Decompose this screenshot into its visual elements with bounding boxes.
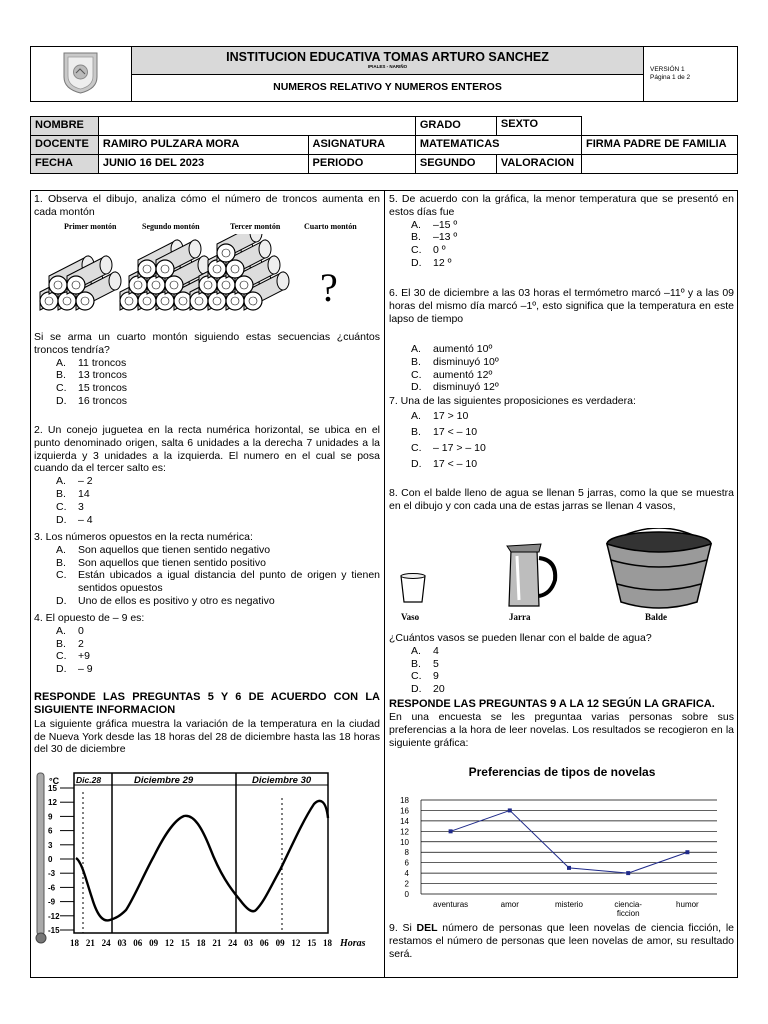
- chart-point-amor: [508, 808, 512, 812]
- chart-x-tick-label: humor: [676, 900, 699, 909]
- subject-title: NUMEROS RELATIVO Y NUMEROS ENTEROS: [132, 74, 644, 101]
- chart-y-tick-label: 12: [400, 827, 409, 837]
- chart-x-tick-label: amor: [500, 900, 519, 909]
- temp-x-tick-label: 12: [164, 938, 174, 948]
- temp-y-tick-label: -15: [48, 926, 60, 935]
- q3-option-c[interactable]: [34, 569, 380, 595]
- option-text: 4: [433, 644, 439, 657]
- q7-text: 7. Una de las siguientes proposiciones es verdadera:: [389, 395, 636, 407]
- option-text: 0 º: [433, 244, 446, 257]
- chart-title: Preferencias de tipos de novelas: [468, 765, 656, 779]
- pile-label-3: Tercer montón: [230, 222, 281, 231]
- q9-post: número de personas que leen novelas de ciencia ficción, le restamos el número de personas que leen novelas de amor, su resultado será.: [389, 922, 734, 960]
- option-text: 17 < – 10: [433, 457, 478, 470]
- option-letter: A.: [56, 475, 66, 488]
- q9-pre: 9. Si: [389, 922, 417, 934]
- option-letter: D.: [56, 594, 67, 607]
- temp-x-tick-label: 24: [228, 938, 238, 948]
- option-letter: D.: [56, 663, 67, 676]
- chart-x-tick-label: misterio: [554, 900, 584, 909]
- q4-option-b[interactable]: [34, 638, 380, 651]
- option-text: 20: [433, 683, 445, 696]
- option-text: 13 troncos: [78, 369, 128, 382]
- temp-x-tick-label: 24: [101, 938, 111, 948]
- option-text: aumentó 12º: [433, 368, 493, 381]
- option-text: Son aquellos que tienen sentido positivo: [78, 556, 266, 569]
- q4-option-d[interactable]: [34, 663, 380, 676]
- thermometer-tube: [37, 773, 44, 935]
- version-text: VERSIÓN 1: [650, 65, 685, 73]
- temp-x-tick-label: 03: [243, 938, 253, 948]
- option-text: 15 troncos: [78, 382, 128, 395]
- question-5: [389, 193, 734, 270]
- temp-x-tick-label: 06: [133, 938, 143, 948]
- day-label-1: Dic.28: [76, 775, 102, 785]
- pile-label-1: Primer montón: [64, 222, 117, 231]
- novel-preferences-chart: [389, 764, 734, 922]
- chart-y-tick-label: 8: [404, 848, 409, 858]
- chart-point-humor: [685, 850, 689, 854]
- version-cell: [644, 47, 738, 102]
- option-text: –15 º: [433, 218, 458, 231]
- q5-options: [389, 219, 734, 270]
- institution-name: INSTITUCION EDUCATIVA TOMAS ARTURO SANCHEZ: [226, 50, 549, 65]
- question-6-options: [389, 343, 734, 394]
- temp-x-tick-label: 21: [212, 938, 222, 948]
- option-letter: B.: [56, 487, 66, 500]
- firma-label: FIRMA PADRE DE FAMILIA: [581, 136, 737, 155]
- option-letter: B.: [56, 637, 66, 650]
- q1-option-d[interactable]: [34, 395, 380, 408]
- option-text: +9: [78, 650, 90, 663]
- option-letter: C.: [411, 670, 422, 683]
- pile-label-4: Cuarto montón: [304, 222, 357, 231]
- option-letter: C.: [56, 382, 67, 395]
- temp-x-tick-label: 06: [259, 938, 269, 948]
- chart-y-ticks: [400, 796, 409, 899]
- q8-option-a[interactable]: [389, 645, 734, 658]
- student-info-table: [30, 116, 738, 174]
- option-letter: D.: [411, 256, 422, 269]
- grado-label: GRADO: [415, 117, 496, 136]
- chart-y-tick-label: 16: [400, 806, 409, 816]
- option-text: –13 º: [433, 231, 458, 244]
- option-text: Están ubicados a igual distancia del punto de origen y tienen sentidos opuestos: [78, 569, 380, 595]
- day-label-3: Diciembre 30: [252, 775, 312, 786]
- section912-text: En una encuesta se les preguntaa varias personas sobre sus preferencias a la hora de leer novelas. Los resultados se recogieron en la siguiente gráfica:: [389, 711, 734, 749]
- pile-label-2: Segundo montón: [142, 222, 200, 231]
- q7-option-c[interactable]: [389, 440, 734, 456]
- option-letter: D.: [411, 381, 422, 394]
- grado-value: SEXTO: [496, 117, 581, 136]
- chart-y-tick-label: 0: [404, 890, 409, 899]
- question-1: [34, 193, 380, 219]
- nombre-field[interactable]: [98, 117, 415, 136]
- option-letter: B.: [411, 355, 421, 368]
- chart-point-aventuras: [449, 829, 453, 833]
- question-7: [389, 395, 734, 472]
- q4-option-a[interactable]: [34, 625, 380, 638]
- option-text: 17 > 10: [433, 409, 469, 422]
- question-8-ask: [389, 632, 734, 696]
- option-letter: B.: [411, 231, 421, 244]
- temp-y-tick-label: 6: [48, 826, 53, 836]
- option-letter: D.: [56, 513, 67, 526]
- option-letter: D.: [411, 683, 422, 696]
- label-jarra: Jarra: [509, 612, 531, 622]
- section56-text: La siguiente gráfica muestra la variación de la temperatura en la ciudad de Nueva York desde las 18 horas del 28 de diciembre hasta las 18 horas del 30 de diciembre: [34, 717, 380, 756]
- option-text: aumentó 10º: [433, 343, 493, 355]
- logs-illustration: [34, 222, 380, 317]
- option-letter: B.: [411, 425, 421, 438]
- q7-option-a[interactable]: [389, 408, 734, 424]
- option-letter: A.: [411, 343, 421, 355]
- institution-location: IPIALES - NARIÑO: [367, 64, 408, 70]
- q9-text: [389, 922, 734, 960]
- q2-option-a[interactable]: [34, 475, 380, 488]
- temp-y-tick-label: -12: [48, 911, 60, 921]
- q5-option-b[interactable]: [389, 231, 734, 244]
- temperature-chart: [34, 770, 380, 970]
- institution-cell: [132, 47, 644, 75]
- option-text: – 9: [78, 663, 93, 676]
- chart-y-tick-label: 18: [400, 796, 409, 805]
- option-letter: D.: [56, 394, 67, 407]
- q6-options: [389, 343, 734, 394]
- option-text: 17 < – 10: [433, 425, 478, 438]
- q1-question: Si se arma un cuarto montón siguiendo estas secuencias ¿cuántos troncos tendría?: [34, 331, 380, 356]
- option-letter: C.: [411, 244, 422, 257]
- chart-point-ciencia-ficcion: [626, 871, 630, 875]
- fecha-label: FECHA: [31, 155, 99, 174]
- logo-cell: [31, 47, 132, 102]
- q8-question: ¿Cuántos vasos se pueden llenar con el balde de agua?: [389, 632, 652, 644]
- option-letter: C.: [411, 368, 422, 381]
- question-2: [34, 424, 380, 526]
- section-5-6: [34, 691, 380, 756]
- chart-x-ticks: [433, 900, 699, 918]
- temp-y-tick-label: 9: [48, 812, 53, 822]
- option-text: 11 troncos: [78, 356, 127, 369]
- day-label-2: Diciembre 29: [134, 775, 194, 786]
- q1-text: 1. Observa el dibujo, analiza cómo el número de troncos aumenta en cada montón: [34, 193, 380, 218]
- asignatura-value: MATEMATICAS: [415, 136, 581, 155]
- q9-bold: DEL: [416, 922, 438, 934]
- option-text: 2: [78, 637, 84, 650]
- header-table: [30, 46, 738, 102]
- q6-option-b[interactable]: [389, 356, 734, 369]
- q3-text: 3. Los números opuestos en la recta numérica:: [34, 531, 253, 543]
- q1-option-c[interactable]: [34, 382, 380, 395]
- q2-text: 2. Un conejo juguetea en la recta numérica horizontal, se ubica en el punto denominado origen, salta 6 unidades a la derecha 7 unidades a la izquierda y 3 unidades a la izquierda. El numero en el cual se posa cuando da el tercer salto es:: [34, 424, 380, 475]
- page-number: Página 1 de 2: [650, 73, 691, 81]
- chart-y-tick-label: 14: [400, 816, 409, 826]
- option-text: 0: [78, 624, 84, 637]
- q1-option-a[interactable]: [34, 357, 380, 370]
- q3-option-b[interactable]: [34, 557, 380, 570]
- q7-options: [389, 408, 734, 472]
- option-text: – 4: [78, 513, 93, 526]
- valoracion-label: VALORACION: [496, 155, 581, 174]
- q8-options: [389, 645, 734, 696]
- temp-x-tick-label: 18: [196, 938, 206, 948]
- temp-y-tick-label: 15: [48, 784, 57, 793]
- chart-x-tick-label: ciencia-: [614, 900, 642, 909]
- section912-title: RESPONDE LAS PREGUNTAS 9 A LA 12 SEGÚN LA GRAFICA.: [389, 698, 715, 710]
- option-letter: C.: [56, 569, 67, 582]
- chart-y-tick-label: 4: [404, 869, 409, 879]
- docente-label: DOCENTE: [31, 136, 99, 155]
- question-1-ask: [34, 331, 380, 408]
- temp-x-tick-label: 12: [291, 938, 301, 948]
- option-letter: C.: [56, 650, 67, 663]
- periodo-label: PERIODO: [308, 155, 415, 174]
- chart-x-tick-label: ficcion: [616, 909, 640, 918]
- q8-option-c[interactable]: [389, 670, 734, 683]
- option-text: 14: [78, 487, 90, 500]
- periodo-value: SEGUNDO: [415, 155, 496, 174]
- question-4: [34, 612, 380, 676]
- question-3: [34, 531, 380, 608]
- chart-y-tick-label: 10: [400, 837, 409, 847]
- q7-option-b[interactable]: [389, 424, 734, 440]
- option-text: 16 troncos: [78, 394, 128, 407]
- q8-text: 8. Con el balde lleno de agua se llenan 5 jarras, como la que se muestra en el dibujo y con cada una de estas jarras se llenan 4 vasos,: [389, 487, 734, 512]
- q6-option-a[interactable]: [389, 343, 734, 356]
- temp-y-ticks: [48, 784, 74, 935]
- q6-text: 6. El 30 de diciembre a las 03 horas el termómetro marcó –11º y a las 09 horas del mismo día marcó –1º, esto significa que la temperatura en este lapso de tiempo: [389, 287, 734, 325]
- option-letter: A.: [56, 356, 66, 369]
- q8-option-d[interactable]: [389, 683, 734, 696]
- question-6: [389, 287, 734, 325]
- chart-gridlines: [421, 800, 717, 894]
- temp-y-tick-label: -6: [48, 883, 56, 893]
- temp-y-tick-label: 12: [48, 798, 57, 808]
- option-letter: A.: [56, 543, 66, 556]
- option-letter: B.: [56, 369, 66, 382]
- valoracion-field[interactable]: [581, 155, 737, 174]
- option-letter: B.: [56, 556, 66, 569]
- q4-text: 4. El opuesto de – 9 es:: [34, 612, 145, 624]
- empty-cell: [581, 117, 737, 136]
- option-text: 9: [433, 670, 439, 683]
- q6-option-d[interactable]: [389, 381, 734, 394]
- column-divider: [384, 190, 385, 978]
- glass-icon: [401, 574, 425, 603]
- docente-value: RAMIRO PULZARA MORA: [98, 136, 308, 155]
- option-letter: A.: [56, 624, 66, 637]
- temp-x-tick-label: 03: [117, 938, 127, 948]
- q2-options: [34, 475, 380, 526]
- option-text: Uno de ellos es positivo y otro es negativo: [78, 594, 275, 607]
- q5-option-c[interactable]: [389, 244, 734, 257]
- asignatura-label: ASIGNATURA: [308, 136, 415, 155]
- option-letter: A.: [411, 644, 421, 657]
- q3-option-a[interactable]: [34, 544, 380, 557]
- section56-title: RESPONDE LAS PREGUNTAS 5 Y 6 DE ACUERDO CON LA SIGUIENTE INFORMACION: [34, 691, 380, 717]
- q5-option-d[interactable]: [389, 257, 734, 270]
- q8-option-b[interactable]: [389, 658, 734, 671]
- option-letter: A.: [411, 218, 421, 231]
- option-text: – 2: [78, 475, 93, 488]
- q3-options: [34, 544, 380, 608]
- containers-illustration: [389, 528, 734, 624]
- temp-y-tick-label: -9: [48, 897, 56, 907]
- option-text: 5: [433, 657, 439, 670]
- option-text: disminuyó 12º: [433, 381, 499, 394]
- option-text: – 17 > – 10: [433, 441, 486, 454]
- temp-unit-label: °C: [49, 776, 60, 786]
- question-8: [389, 487, 734, 513]
- nombre-label: NOMBRE: [31, 117, 99, 136]
- pitcher-icon: [507, 544, 555, 606]
- bucket-icon: [607, 528, 711, 608]
- option-letter: A.: [411, 409, 421, 422]
- q1-options: [34, 357, 380, 408]
- temp-x-tick-label: 18: [70, 938, 79, 948]
- chart-y-tick-label: 2: [404, 879, 409, 889]
- temp-x-tick-label: 15: [180, 938, 190, 948]
- school-shield-icon: [31, 47, 130, 97]
- section-9-12: [389, 698, 734, 750]
- q5-option-a[interactable]: [389, 219, 734, 232]
- q4-option-c[interactable]: [34, 650, 380, 663]
- option-letter: C.: [56, 500, 67, 513]
- option-letter: D.: [411, 457, 422, 470]
- q1-option-b[interactable]: [34, 369, 380, 382]
- temp-y-tick-label: 3: [48, 840, 53, 850]
- thermometer-bulb: [36, 933, 46, 943]
- option-letter: B.: [411, 657, 421, 670]
- q2-option-d[interactable]: [34, 514, 380, 527]
- chart-x-tick-label: aventuras: [433, 900, 469, 909]
- option-text: Son aquellos que tienen sentido negativo: [78, 543, 271, 556]
- q5-text: 5. De acuerdo con la gráfica, la menor temperatura que se presentó en estos días fue: [389, 193, 734, 218]
- temp-x-tick-label: 21: [85, 938, 95, 948]
- q3-option-d[interactable]: [34, 595, 380, 608]
- temp-x-tick-label: 09: [149, 938, 159, 948]
- option-text: 12 º: [433, 256, 452, 269]
- question-mark: ?: [320, 265, 338, 310]
- q4-options: [34, 625, 380, 676]
- option-text: disminuyó 10º: [433, 355, 499, 368]
- q7-option-d[interactable]: [389, 456, 734, 472]
- question-9: [389, 922, 734, 960]
- label-balde: Balde: [645, 612, 668, 622]
- temp-x-tick-label: 09: [275, 938, 285, 948]
- temp-y-tick-label: 0: [48, 855, 53, 864]
- q2-option-c[interactable]: [34, 501, 380, 514]
- q6-option-c[interactable]: [389, 369, 734, 382]
- option-text: 3: [78, 500, 84, 513]
- label-vaso: Vaso: [401, 612, 420, 622]
- option-letter: C.: [411, 441, 422, 454]
- temp-y-tick-label: -3: [48, 869, 56, 879]
- temp-x-tick-label: 15: [307, 938, 317, 948]
- temp-x-tick-label: 18: [323, 938, 332, 948]
- temperature-curve: [76, 801, 328, 921]
- q2-option-b[interactable]: [34, 488, 380, 501]
- chart-point-misterio: [567, 866, 571, 870]
- chart-y-tick-label: 6: [404, 858, 409, 868]
- temp-x-ticks: [70, 938, 333, 948]
- fecha-value: JUNIO 16 DEL 2023: [98, 155, 308, 174]
- temp-x-label: Horas: [340, 938, 366, 949]
